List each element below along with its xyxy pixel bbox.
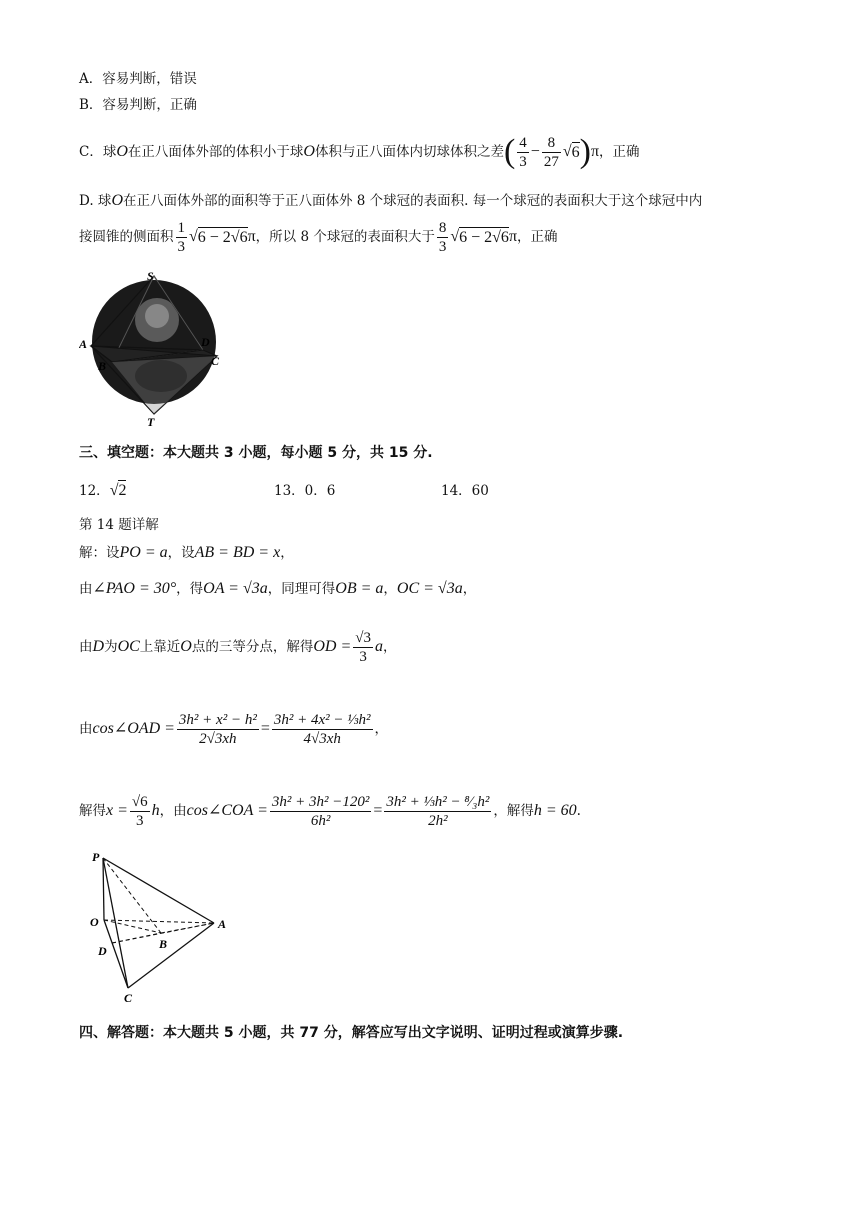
label-p: P (92, 850, 100, 864)
label-b2: B (159, 937, 168, 951)
solution-line-5: 解得 x = $\frac{√6}{3}$ h ，由 cos∠COA = $\frac{\text{3h² + 3h² −120²}}{\text{6h²}}$ = $\frac{\text{3h² + ⅓h² − ⁸⁄₃h²}}{\text{2h²}}$ ，解得 h = 60 . (79, 793, 581, 829)
label-s: S (147, 269, 154, 283)
option-d-line1: D. 球O在正八面体外部的面积等于正八面体外 8 个球冠的表面积. 每一个球冠的表面积大于这个球冠中内 (79, 192, 703, 209)
answers-row: 12．√2 13．0．6 14．60 (79, 482, 489, 499)
option-b: B．容易判断，正确 (79, 97, 197, 113)
section-4-heading: 四、解答题：本大题共 5 小题，共 77 分，解答应写出文字说明、证明过程或演算步骤. (79, 1025, 624, 1041)
pyramid-figure (86, 848, 246, 1008)
label-c: C (211, 354, 220, 368)
label-a: A (79, 337, 88, 351)
solution-line-1: 解：设PO = a，设AB = BD = x， (79, 544, 294, 561)
option-d-line2: 接圆锥的侧面积 $\frac{1}{3}$ √ 6 − 2√6 π ，所以 8 个球冠的表面积大于 $\frac{8}{3}$ √ 6 − 2√6 π ，正确 (79, 219, 558, 255)
section-3-heading: 三、填空题：本大题共 3 小题，每小题 5 分，共 15 分. (79, 445, 433, 461)
solution-line-2: 由∠PAO = 30°，得OA = √3a，同理可得OB = a，OC = √3a， (79, 580, 477, 597)
label-t: T (147, 415, 155, 428)
label-b: B (98, 359, 107, 373)
label-o: O (90, 915, 99, 929)
solution-line-3: 由 D 为 OC 上靠近 O 点的三等分点，解得 OD = $\frac{√3}{3}$ a ， (79, 629, 397, 665)
solution-line-4: 由 cos∠OAD = $\frac{\text{3h² + x² − h²}}{2√3xh}$ = $\frac{\text{3h² + 4x² − ⅓h²}}{4√3xh}$ ， (79, 711, 389, 747)
label-c2: C (124, 991, 133, 1005)
option-c: C．球 O 在正八面体外部的体积小于球 O 体积与正八面体内切球体积之差 ( $\frac{4}{3}$ − $\frac{8}{27}$ √ 6 ) π ，正确 (79, 133, 640, 170)
option-a: A．容易判断，错误 (79, 71, 197, 87)
octahedron-figure (79, 268, 239, 428)
detail-title: 第 14 题详解 (79, 517, 159, 533)
label-d: D (201, 335, 210, 349)
label-a2: A (218, 917, 227, 931)
label-d2: D (98, 944, 107, 958)
